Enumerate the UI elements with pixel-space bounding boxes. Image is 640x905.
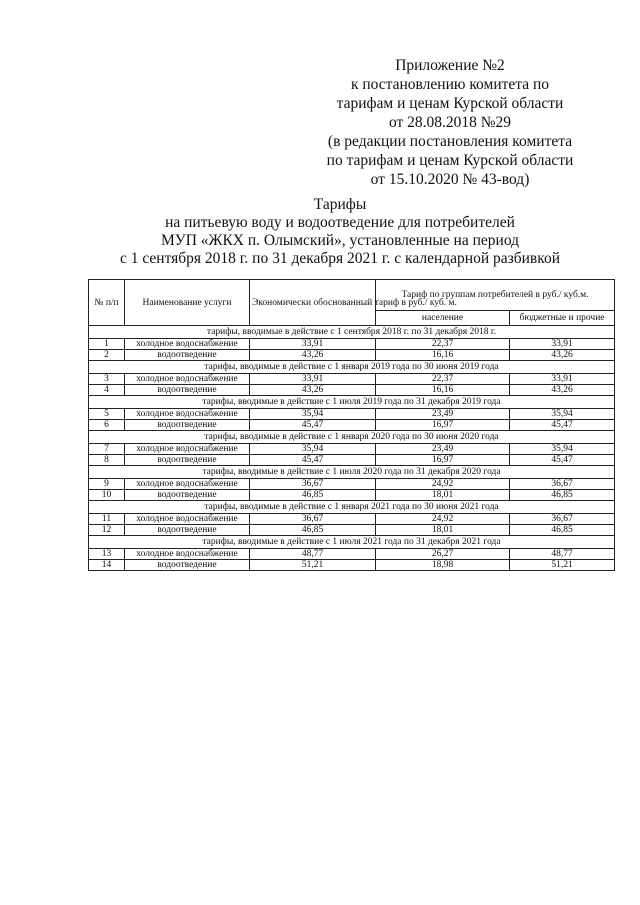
period-row [89, 396, 615, 409]
appendix-line: к постановлению комитета по [350, 76, 550, 93]
table-row [89, 409, 615, 420]
title-line: МУП «ЖКХ п. Олымский», установленные на период [160, 232, 520, 249]
appendix-line: от 15.10.2020 № 43-вод) [370, 171, 530, 188]
cell-num: 4 [89, 385, 125, 396]
cell-budget: 48,77 [510, 549, 615, 560]
period-row [89, 326, 615, 339]
cell-budget: 43,26 [510, 350, 615, 361]
period-row [89, 536, 615, 549]
cell-num: 11 [89, 514, 125, 525]
cell-num: 13 [89, 549, 125, 560]
table-row [89, 374, 615, 385]
table-row [89, 455, 615, 466]
appendix-line: (в редакции постановления комитета [327, 133, 573, 150]
title-line: на питьевую воду и водоотведение для потребителей [165, 214, 515, 231]
cell-population: 24,92 [376, 479, 510, 490]
cell-population: 26,27 [376, 549, 510, 560]
cell-budget: 43,26 [510, 385, 615, 396]
period-label: тарифы, вводимые в действие с 1 января 2021 года по 30 июня 2021 года [89, 501, 615, 514]
cell-population: 18,01 [376, 525, 510, 536]
cell-economic: 45,47 [250, 420, 376, 431]
cell-num: 6 [89, 420, 125, 431]
table-row [89, 420, 615, 431]
cell-service: водоотведение [125, 350, 250, 361]
table-row [89, 444, 615, 455]
cell-service: холодное водоснабжение [125, 479, 250, 490]
cell-service: водоотведение [125, 560, 250, 571]
cell-population: 16,16 [376, 350, 510, 361]
cell-service: холодное водоснабжение [125, 409, 250, 420]
cell-population: 16,97 [376, 420, 510, 431]
cell-population: 18,01 [376, 490, 510, 501]
cell-num: 10 [89, 490, 125, 501]
cell-budget: 33,91 [510, 339, 615, 350]
appendix-line: от 28.08.2018 №29 [388, 114, 512, 131]
cell-economic: 51,21 [250, 560, 376, 571]
appendix-block [300, 56, 600, 189]
cell-num: 14 [89, 560, 125, 571]
cell-service: водоотведение [125, 385, 250, 396]
header-population: население [376, 311, 510, 326]
cell-budget: 36,67 [510, 514, 615, 525]
cell-num: 9 [89, 479, 125, 490]
period-label: тарифы, вводимые в действие с 1 июля 2019 года по 31 декабря 2019 года [89, 396, 615, 409]
cell-economic: 46,85 [250, 525, 376, 536]
table-row [89, 549, 615, 560]
cell-budget: 45,47 [510, 455, 615, 466]
table-header-row [89, 280, 615, 311]
cell-service: холодное водоснабжение [125, 374, 250, 385]
cell-service: холодное водоснабжение [125, 444, 250, 455]
table-row [89, 525, 615, 536]
appendix-line: Приложение №2 [395, 57, 505, 74]
table-row [89, 385, 615, 396]
title-line: Тарифы [313, 196, 367, 213]
table-row [89, 490, 615, 501]
cell-economic: 46,85 [250, 490, 376, 501]
table-row [89, 479, 615, 490]
cell-economic: 45,47 [250, 455, 376, 466]
cell-service: водоотведение [125, 525, 250, 536]
cell-num: 12 [89, 525, 125, 536]
cell-num: 3 [89, 374, 125, 385]
table-row [89, 339, 615, 350]
header-service: Наименование услуги [125, 280, 250, 326]
cell-economic: 43,26 [250, 350, 376, 361]
cell-service: водоотведение [125, 455, 250, 466]
period-row [89, 431, 615, 444]
cell-economic: 35,94 [250, 409, 376, 420]
appendix-line: тарифам и ценам Курской области [336, 95, 564, 112]
header-num: № п/п [89, 280, 125, 326]
cell-population: 18,98 [376, 560, 510, 571]
cell-economic: 33,91 [250, 339, 376, 350]
document-title [60, 196, 620, 268]
period-label: тарифы, вводимые в действие с 1 июля 2020 года по 31 декабря 2020 года [89, 466, 615, 479]
cell-population: 22,37 [376, 374, 510, 385]
period-row [89, 361, 615, 374]
table-row [89, 560, 615, 571]
header-economic-tariff: Экономически обоснованный тариф в руб./ куб. м. [250, 280, 376, 326]
cell-budget: 36,67 [510, 479, 615, 490]
cell-budget: 35,94 [510, 409, 615, 420]
period-label: тарифы, вводимые в действие с 1 января 2020 года по 30 июня 2020 года [89, 431, 615, 444]
cell-economic: 43,26 [250, 385, 376, 396]
cell-economic: 35,94 [250, 444, 376, 455]
cell-budget: 46,85 [510, 490, 615, 501]
cell-num: 2 [89, 350, 125, 361]
period-row [89, 466, 615, 479]
cell-budget: 46,85 [510, 525, 615, 536]
appendix-line: по тарифам и ценам Курской области [326, 152, 574, 169]
period-label: тарифы, вводимые в действие с 1 сентября 2018 г. по 31 декабря 2018 г. [89, 326, 615, 339]
tariff-table [88, 279, 615, 571]
cell-service: холодное водоснабжение [125, 339, 250, 350]
header-budget: бюджетные и прочие [510, 311, 615, 326]
cell-population: 24,92 [376, 514, 510, 525]
cell-population: 23,49 [376, 409, 510, 420]
cell-num: 7 [89, 444, 125, 455]
header-consumer-groups: Тариф по группам потребителей в руб./ куб.м. [376, 280, 615, 311]
cell-budget: 35,94 [510, 444, 615, 455]
cell-service: холодное водоснабжение [125, 514, 250, 525]
cell-economic: 36,67 [250, 479, 376, 490]
title-line: с 1 сентября 2018 г. по 31 декабря 2021 г. с календарной разбивкой [119, 250, 561, 267]
cell-population: 16,97 [376, 455, 510, 466]
cell-population: 22,37 [376, 339, 510, 350]
table-row [89, 514, 615, 525]
cell-num: 5 [89, 409, 125, 420]
cell-budget: 45,47 [510, 420, 615, 431]
table-row [89, 350, 615, 361]
period-label: тарифы, вводимые в действие с 1 января 2019 года по 30 июня 2019 года [89, 361, 615, 374]
period-row [89, 501, 615, 514]
cell-budget: 51,21 [510, 560, 615, 571]
cell-budget: 33,91 [510, 374, 615, 385]
cell-service: водоотведение [125, 420, 250, 431]
cell-economic: 36,67 [250, 514, 376, 525]
cell-service: холодное водоснабжение [125, 549, 250, 560]
cell-population: 16,16 [376, 385, 510, 396]
period-label: тарифы, вводимые в действие с 1 июля 2021 года по 31 декабря 2021 года [89, 536, 615, 549]
cell-num: 8 [89, 455, 125, 466]
cell-population: 23,49 [376, 444, 510, 455]
cell-economic: 33,91 [250, 374, 376, 385]
cell-service: водоотведение [125, 490, 250, 501]
cell-economic: 48,77 [250, 549, 376, 560]
cell-num: 1 [89, 339, 125, 350]
